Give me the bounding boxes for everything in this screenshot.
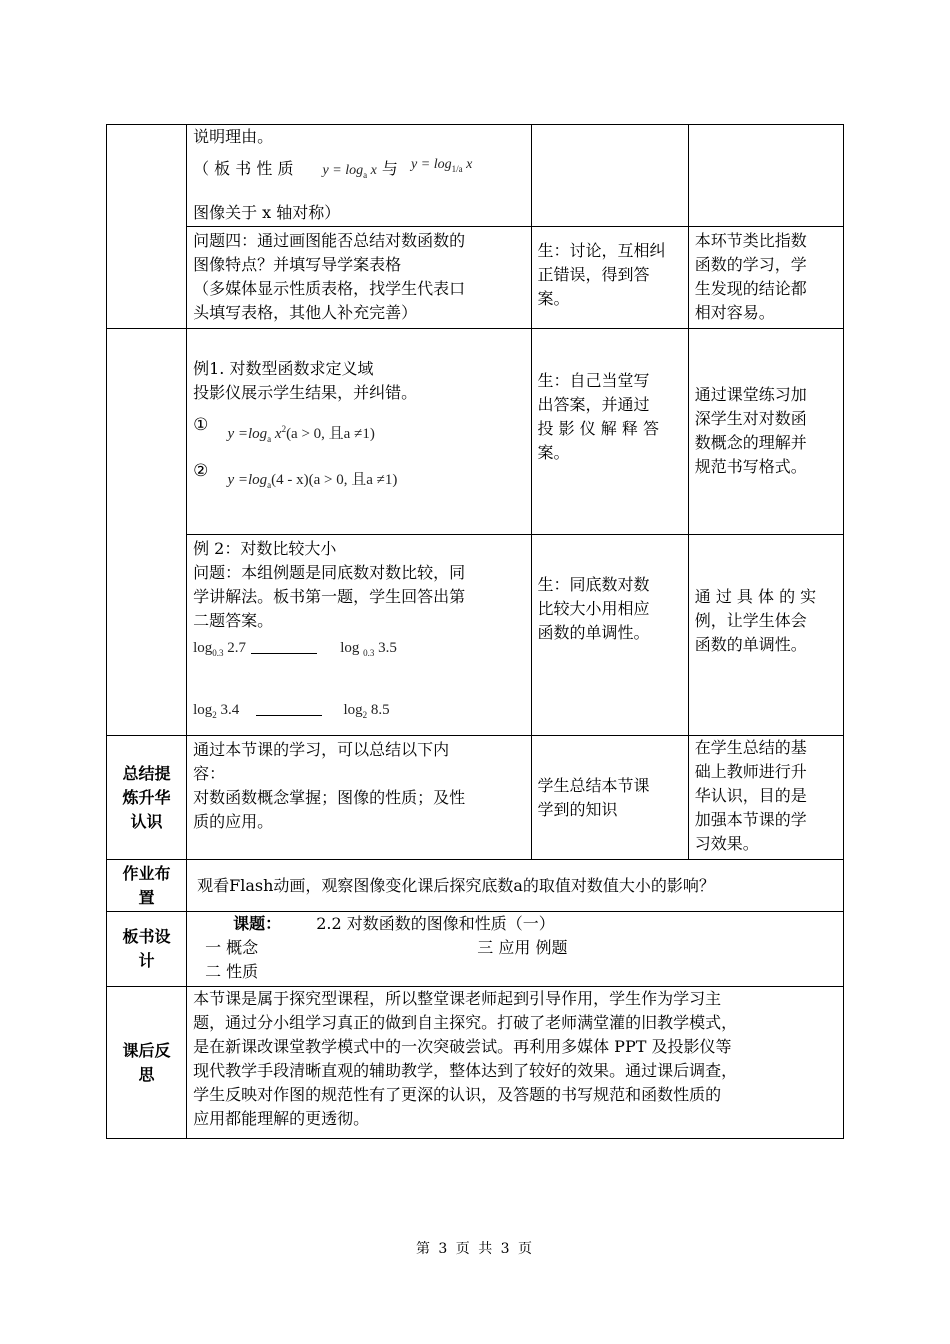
page-footer: 第 3 页 共 3 页	[415, 1241, 535, 1257]
formula-domain-1: $y =\log_a$ $x^2(a > 0$, 且a ≠1)	[227, 424, 375, 444]
comparison-line	[193, 635, 524, 665]
intent-cell	[688, 535, 843, 736]
table-row	[107, 987, 844, 1139]
answer-blank	[251, 639, 317, 654]
text-line: 例1. 对数型函数求定义域	[193, 359, 374, 378]
text-line: 生：讨论，互相纠	[537, 241, 666, 260]
text-line: 通 过 具 体 的 实	[694, 587, 817, 606]
text-line: 头填写表格，其他人补充完善）	[193, 303, 418, 322]
table-row	[107, 860, 844, 912]
formula-log-a: $y = \log_a x$	[322, 163, 377, 180]
table-row	[107, 125, 844, 227]
log-expression: $\log_2 8.5$	[343, 702, 390, 720]
log-expression: $\log_{0.3} 2.7$	[193, 640, 247, 658]
example-cell	[187, 329, 531, 535]
text-line: 数概念的理解并	[694, 433, 807, 452]
text-line: 例 2：对数比较大小	[193, 539, 337, 558]
text-line: 规范书写格式。	[694, 457, 807, 476]
text-line: 案。	[537, 289, 570, 308]
stage-cell-empty	[107, 125, 187, 329]
homework-cell	[187, 860, 844, 912]
question-cell	[187, 227, 531, 329]
stage-label: 炼升华	[122, 787, 171, 807]
text-line: 相对容易。	[694, 303, 775, 322]
text-line: 通过课堂练习加	[694, 385, 807, 404]
text-line: 生发现的结论都	[694, 279, 807, 298]
board-title-line	[193, 912, 837, 936]
stage-label: 板书设	[122, 927, 171, 946]
table-row	[107, 736, 844, 860]
text-line: 生：自己当堂写	[537, 371, 650, 390]
log-expression: log $_{0.3}$ 3.5	[340, 640, 397, 658]
text-line: 通过本节课的学习，可以总结以下内	[193, 740, 450, 759]
stage-label: 计	[138, 951, 155, 970]
text-line: 案。	[537, 443, 570, 462]
stage-label: 认识	[130, 811, 163, 831]
student-cell	[531, 329, 688, 535]
text-line: 现代教学手段清晰直观的辅助教学，整体达到了较好的效果。通过课后调查，	[193, 1061, 738, 1080]
text-line: 学生反映对作图的规范性有了更深的认识，及答题的书写规范和函数性质的	[193, 1085, 722, 1104]
text-line: 础上教师进行升	[694, 762, 807, 781]
table-row	[107, 912, 844, 987]
text-line: 在学生总结的基	[694, 738, 807, 757]
text-line: （多媒体显示性质表格，找学生代表口	[193, 279, 466, 298]
stage-label: 思	[138, 1064, 155, 1084]
board-item: 一 概念	[205, 938, 259, 957]
board-item: 二 性质	[205, 962, 259, 981]
text-line: 题，通过分小组学习真正的做到自主探究。打破了老师满堂灌的旧教学模式，	[193, 1013, 738, 1032]
stage-cell-practice	[107, 329, 187, 736]
text-line: 比较大小用相应	[537, 599, 650, 618]
text-line: 本节课是属于探究型课程，所以整堂课老师起到引导作用，学生作为学习主	[193, 989, 722, 1008]
table-row	[107, 535, 844, 736]
text-line: 容：	[193, 764, 226, 783]
stage-label: 置	[138, 887, 155, 907]
stage-label: 作业布	[122, 863, 171, 883]
stage-label: 课后反	[122, 1040, 171, 1060]
text-line: 学到的知识	[537, 799, 618, 819]
stage-cell-summary	[107, 736, 187, 860]
text-line: 问题四：通过画图能否总结对数函数的	[193, 231, 466, 250]
summary-cell	[187, 736, 531, 860]
text-line: 函数的单调性。	[694, 635, 807, 654]
text-line: 例，让学生体会	[694, 611, 807, 630]
board-cell	[187, 912, 844, 987]
text-line: 应用都能理解的更透彻。	[193, 1109, 370, 1128]
text-line: 加强本节课的学	[694, 810, 807, 829]
text-line: 图像特点？并填写导学案表格	[193, 255, 402, 274]
text-line: 二题答案。	[193, 611, 274, 630]
answer-blank	[256, 701, 322, 716]
board-title-label: 课题：	[233, 914, 282, 933]
homework-text: 观看Flash动画，观察图像变化课后探究底数a的取值对数值大小的影响？	[197, 875, 715, 895]
text-line: 质的应用。	[193, 812, 274, 831]
item-marker: ②	[193, 461, 209, 481]
text-line: 图像关于 x 轴对称）	[193, 203, 341, 222]
stage-cell-homework	[107, 860, 187, 912]
student-cell	[531, 736, 688, 860]
text-line: 生：同底数对数	[537, 575, 650, 594]
text-line: 投 影 仪 解 释 答	[537, 419, 659, 438]
board-title: 2.2 对数函数的图像和性质（一）	[316, 914, 555, 933]
stage-label: 总结提	[122, 763, 171, 783]
formula-line	[193, 459, 524, 489]
text-line: 学讲解法。板书第一题，学生回答出第	[193, 587, 466, 606]
question-cell	[187, 125, 531, 227]
text-line: 深学生对对数函	[694, 409, 807, 428]
log-expression: $\log_2 3.4$	[193, 702, 240, 720]
intent-cell	[688, 227, 843, 329]
text-line: 正错误，得到答	[537, 265, 650, 284]
board-note-line	[193, 157, 524, 187]
note-prefix: （ 板 书 性 质	[193, 159, 294, 178]
intent-cell	[688, 736, 843, 860]
text-line: 函数的单调性。	[537, 623, 650, 642]
text-line: 出答案，并通过	[537, 395, 650, 414]
text-line: 华认识，目的是	[694, 786, 807, 805]
text-line: 本环节类比指数	[694, 231, 807, 250]
text-line: 函数的学习，学	[694, 255, 807, 274]
text-line: 是在新课改课堂教学模式中的一次突破尝试。再利用多媒体 PPT 及投影仪等	[193, 1037, 732, 1056]
formula-domain-2: $y =\log_a(4 - x)(a > 0$, 且a ≠1)	[227, 472, 398, 490]
student-cell	[531, 125, 688, 227]
student-cell	[531, 535, 688, 736]
text-line: 对数函数概念掌握；图像的性质；及性	[193, 788, 466, 807]
formula-log-reciprocal: $y = \log_{1/a} x$	[411, 157, 473, 174]
formula-line	[193, 409, 524, 443]
text-line: 问题：本组例题是同底数对数比较，同	[193, 563, 466, 582]
note-connector: 与	[381, 159, 398, 178]
reflection-cell	[187, 987, 844, 1139]
text-line: 投影仪展示学生结果，并纠错。	[193, 383, 418, 402]
stage-cell-reflection	[107, 987, 187, 1139]
text-line: 习效果。	[694, 834, 759, 853]
text-line: 学生总结本节课	[537, 775, 650, 795]
board-item: 三 应用 例题	[477, 938, 568, 957]
comparison-line	[193, 697, 524, 727]
lesson-plan-table	[106, 124, 844, 1139]
item-marker: ①	[193, 415, 209, 435]
text-line: 说明理由。	[193, 127, 274, 146]
table-row	[107, 329, 844, 535]
intent-cell	[688, 329, 843, 535]
board-items-line	[193, 936, 837, 960]
table-row	[107, 227, 844, 329]
example-cell	[187, 535, 531, 736]
stage-cell-board	[107, 912, 187, 987]
student-cell	[531, 227, 688, 329]
intent-cell	[688, 125, 843, 227]
